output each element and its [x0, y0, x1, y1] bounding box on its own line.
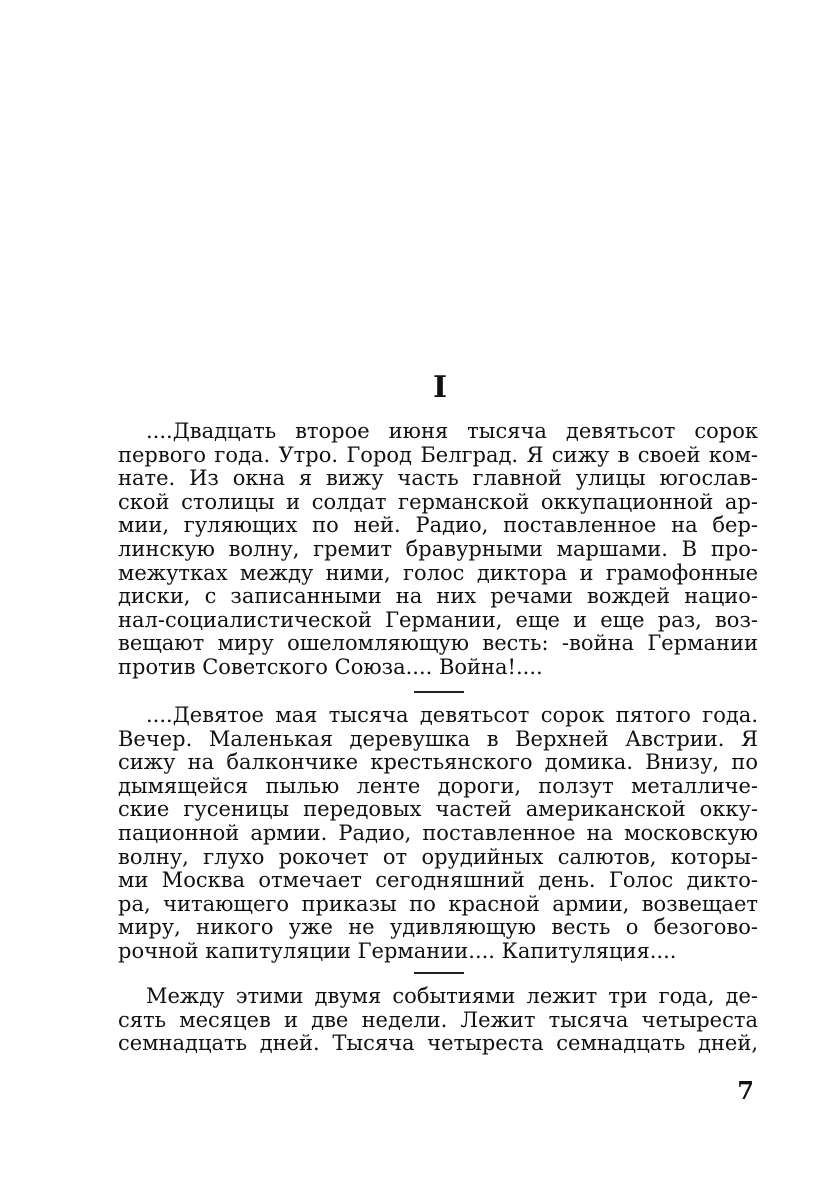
chapter-heading: [0, 368, 840, 408]
text-line: Между этими двумя событиями лежит три года, де-: [146, 984, 758, 1008]
text-line: волну, глухо рокочет от орудийных салютов, которы-: [118, 844, 758, 869]
text-line: пационной армии. Радио, поставленное на московскую: [118, 820, 758, 845]
text-line: межутках между ними, голос диктора и грамофонные: [118, 560, 758, 585]
text-line: линскую волну, гремит бравурными маршами. В про-: [118, 536, 758, 561]
text-line: рочной капитуляции Германии.... Капитуляция....: [118, 938, 677, 963]
text-line: ской столицы и солдат германской оккупационной ар-: [118, 489, 758, 514]
text-line: миру, никого уже не удивляющую весть о безогово-: [118, 915, 758, 940]
text-line: Вечер. Маленькая деревушка в Верхней Австрии. Я: [118, 726, 758, 751]
text-line: ....Девятое мая тысяча девятьсот сорок пятого года.: [146, 703, 758, 727]
text-line: против Советского Союза.... Война!....: [118, 654, 543, 679]
text-line: ские гусеницы передовых частей американской окку-: [118, 797, 758, 822]
page-number: 7: [737, 1076, 754, 1105]
text-line: мии, гуляющих по ней. Радио, поставленное на бер-: [118, 513, 758, 538]
text-line: первого года. Утро. Город Белград. Я сижу в своей ком-: [118, 442, 758, 467]
text-line: ми Москва отмечает сегодняшний день. Голос дикто-: [118, 868, 758, 893]
text-line: семнадцать дней. Тысяча четыреста семнадцать дней,: [118, 1031, 758, 1056]
text-line: ра, читающего приказы по красной армии, возвещает: [118, 891, 758, 916]
text-line: вещают миру ошеломляющую весть: -война Германии: [118, 631, 758, 656]
text-line: сять месяцев и две недели. Лежит тысяча четыреста: [118, 1007, 758, 1032]
text-line: сижу на балкончике крестьянского домика. Внизу, по: [118, 750, 758, 775]
paragraph-2: [118, 704, 758, 964]
text-line: нал-социалистической Германии, еще и еще раз, воз-: [118, 607, 758, 632]
paragraph-3: [118, 985, 758, 1056]
text-line: дымящейся пылью ленте дороги, ползут металличе-: [118, 773, 758, 798]
section-divider: [414, 972, 464, 974]
chapter-numeral: I: [432, 370, 448, 405]
paragraph-1: [118, 420, 758, 680]
text-line: ....Двадцать второе июня тысяча девятьсот сорок: [146, 419, 758, 443]
text-line: диски, с записанными на них речами вождей нацио-: [118, 584, 758, 609]
text-line: нате. Из окна я вижу часть главной улицы югослав-: [118, 466, 758, 491]
section-divider: [414, 691, 464, 693]
